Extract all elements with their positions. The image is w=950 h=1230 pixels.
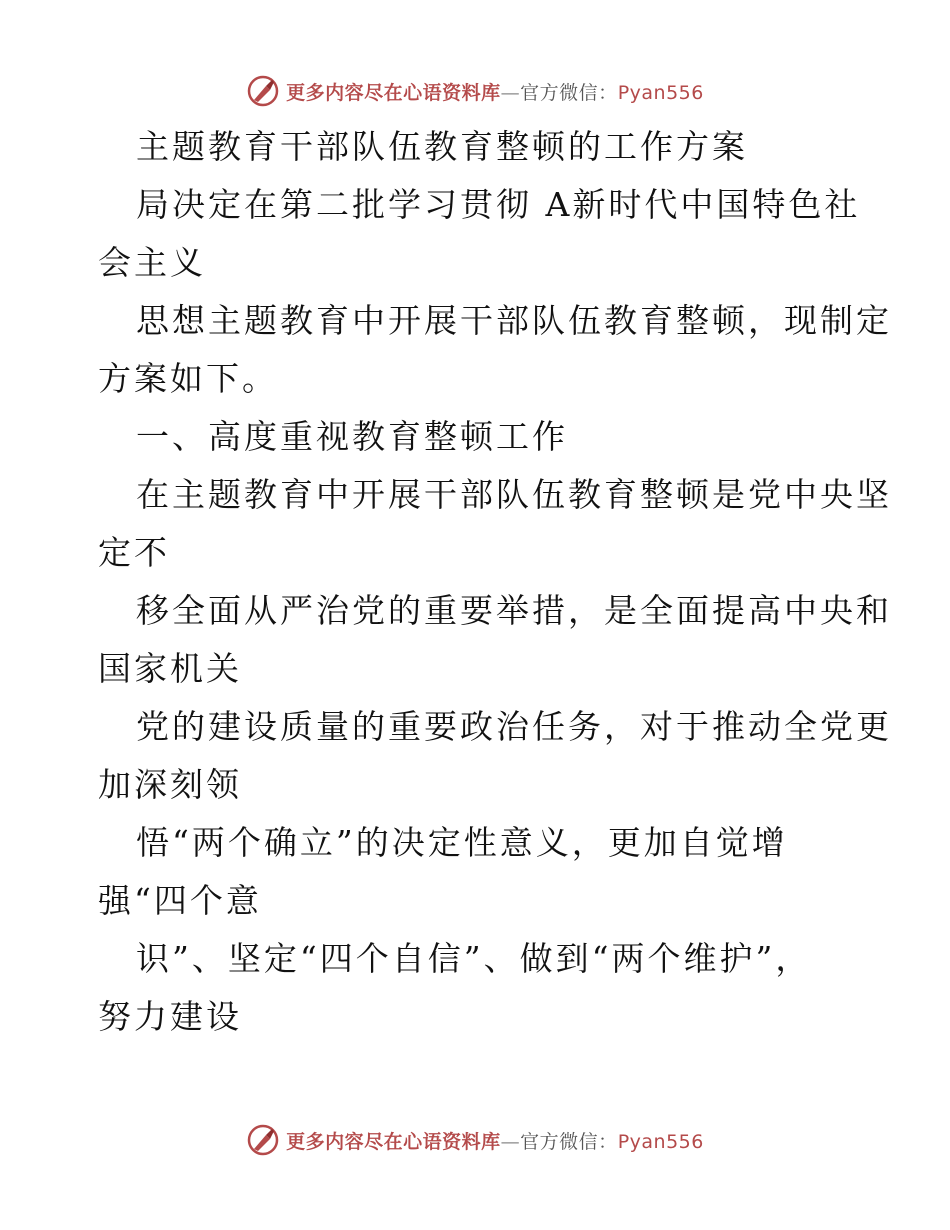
watermark-label: 官方微信：	[520, 1130, 618, 1153]
paragraph-line: 思想主题教育中开展干部队伍教育整顿，现制定	[136, 301, 892, 340]
watermark-site: 更多内容尽在心语资料库	[286, 1130, 501, 1153]
watermark-header	[0, 71, 950, 111]
paragraph-line: 会主义	[98, 243, 206, 282]
section-heading: 一、高度重视教育整顿工作	[136, 417, 568, 456]
paragraph-line: 在主题教育中开展干部队伍教育整顿是党中央坚	[136, 475, 892, 514]
paragraph-line: 努力建设	[98, 997, 242, 1036]
watermark-separator: —	[500, 1130, 521, 1153]
paragraph-line: 国家机关	[98, 649, 242, 688]
watermark-label: 官方微信：	[520, 81, 618, 104]
pen-logo-icon	[246, 1123, 280, 1157]
paragraph-line: 悟“两个确立”的决定性意义，更加自觉增	[136, 823, 788, 862]
document-title: 主题教育干部队伍教育整顿的工作方案	[136, 127, 748, 166]
watermark-site: 更多内容尽在心语资料库	[286, 81, 501, 104]
watermark-text	[286, 1127, 704, 1154]
paragraph-line: 加深刻领	[98, 765, 242, 804]
paragraph-line: 定不	[98, 533, 170, 572]
paragraph-line: 党的建设质量的重要政治任务，对于推动全党更	[136, 707, 892, 746]
watermark-account: Pyan556	[617, 1130, 704, 1153]
watermark-text	[286, 78, 704, 105]
paragraph-line: 识”、坚定“四个自信”、做到“两个维护”，	[136, 939, 812, 978]
paragraph-line: 局决定在第二批学习贯彻 A新时代中国特色社	[136, 185, 861, 224]
paragraph-line: 强“四个意	[98, 881, 262, 920]
paragraph-line: 移全面从严治党的重要举措，是全面提高中央和	[136, 591, 892, 630]
watermark-footer	[0, 1120, 950, 1160]
watermark-separator: —	[500, 81, 521, 104]
pen-logo-icon	[246, 74, 280, 108]
document-body	[98, 118, 892, 1046]
watermark-account: Pyan556	[617, 81, 704, 104]
paragraph-line: 方案如下。	[98, 359, 278, 398]
